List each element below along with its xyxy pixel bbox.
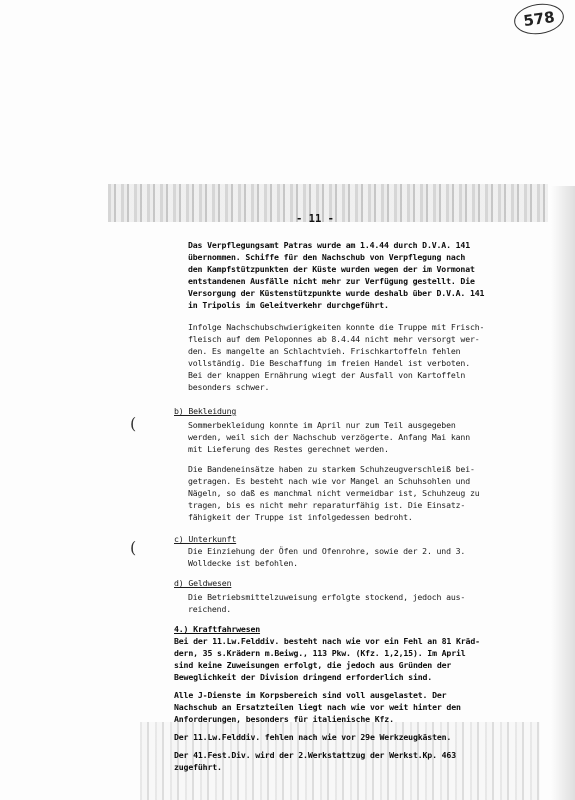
text-line: Die Bandeneinsätze haben zu starkem Schuhzeugverschleiß bei- xyxy=(188,464,475,474)
text-line: Infolge Nachschubschwierigkeiten konnte die Truppe mit Frisch- xyxy=(188,322,485,332)
section-heading-bekleidung: b) Bekleidung xyxy=(174,406,237,416)
text-line: vollständig. Die Beschaffung im freien Handel ist verboten. xyxy=(188,358,470,368)
text-line: fähigkeit der Truppe ist infolgedessen bedroht. xyxy=(188,512,413,522)
text-line: mit Lieferung des Restes gerechnet werden. xyxy=(188,444,389,454)
section-heading-unterkunft: c) Unterkunft xyxy=(174,534,237,544)
text-line: fleisch auf dem Peloponnes ab 8.4.44 nicht mehr versorgt wer- xyxy=(188,334,480,344)
text-line: dern, 35 s.Krädern m.Beiwg., 113 Pkw. (Kfz. 1,2,15). Im April xyxy=(174,648,466,658)
page-edge-shadow xyxy=(551,186,575,800)
text-line: sind keine Zuweisungen erfolgt, die jedoch aus Gründen der xyxy=(174,660,452,670)
text-line: den Kampfstützpunkten der Küste wurden wegen der im Vormonat xyxy=(188,264,475,274)
text-line: Sommerbekleidung konnte im April nur zum Teil ausgegeben xyxy=(188,420,456,430)
text-line: reichend. xyxy=(188,604,232,614)
section-heading-geldwesen: d) Geldwesen xyxy=(174,578,232,588)
text-line: Nachschub an Ersatzteilen liegt nach wie vor weit hinter den xyxy=(174,702,461,712)
section-heading-kraftfahrwesen: 4.) Kraftfahrwesen xyxy=(174,624,261,634)
text-line: werden, weil sich der Nachschub verzögerte. Anfang Mai kann xyxy=(188,432,470,442)
text-line: Der 11.Lw.Felddiv. fehlen nach wie vor 29e Werkzeugkästen. xyxy=(174,732,452,742)
text-line: besonders schwer. xyxy=(188,382,270,392)
text-line: Der 41.Fest.Div. wird der 2.Werkstattzug der Werkst.Kp. 463 xyxy=(174,750,456,760)
text-line: tragen, bis es nicht mehr reparaturfähig ist. Die Einsatz- xyxy=(188,500,466,510)
text-line: in Tripolis im Geleitverkehr durchgeführt. xyxy=(188,300,389,310)
text-line: Wolldecke ist befohlen. xyxy=(188,558,298,568)
text-line: Nägeln, so daß es manchmal nicht vermeidbar ist, Schuhzeug zu xyxy=(188,488,480,498)
text-line: übernommen. Schiffe für den Nachschub von Verpflegung nach xyxy=(188,252,466,262)
margin-bracket-mark: ( xyxy=(130,414,137,433)
text-line: Die Einziehung der Öfen und Ofenrohre, sowie der 2. und 3. xyxy=(188,546,466,556)
text-line: Anforderungen, besonders für italienische Kfz. xyxy=(174,714,394,724)
text-line: Alle J-Dienste im Korpsbereich sind voll ausgelastet. Der xyxy=(174,690,447,700)
text-line: getragen. Es besteht nach wie vor Mangel an Schuhsohlen und xyxy=(188,476,470,486)
text-line: Bei der knappen Ernährung wiegt der Ausfall von Kartoffeln xyxy=(188,370,466,380)
text-line: Die Betriebsmittelzuweisung erfolgte stockend, jedoch aus- xyxy=(188,592,466,602)
text-line: zugeführt. xyxy=(174,762,222,772)
text-line: den. Es mangelte an Schlachtvieh. Frischkartoffeln fehlen xyxy=(188,346,461,356)
text-line: entstandenen Ausfälle nicht mehr zur Verfügung gestellt. Die xyxy=(188,276,475,286)
page-number: - 11 - xyxy=(296,213,334,225)
text-line: Das Verpflegungsamt Patras wurde am 1.4.44 durch D.V.A. 141 xyxy=(188,240,470,250)
text-line: Versorgung der Küstenstützpunkte wurde deshalb über D.V.A. 141 xyxy=(188,288,485,298)
text-line: Bei der 11.Lw.Felddiv. besteht nach wie vor ein Fehl an 81 Kräd- xyxy=(174,636,480,646)
margin-bracket-mark: ( xyxy=(130,538,137,557)
archive-stamp: 578 xyxy=(512,1,566,38)
text-line: Beweglichkeit der Division dringend erforderlich sind. xyxy=(174,672,433,682)
